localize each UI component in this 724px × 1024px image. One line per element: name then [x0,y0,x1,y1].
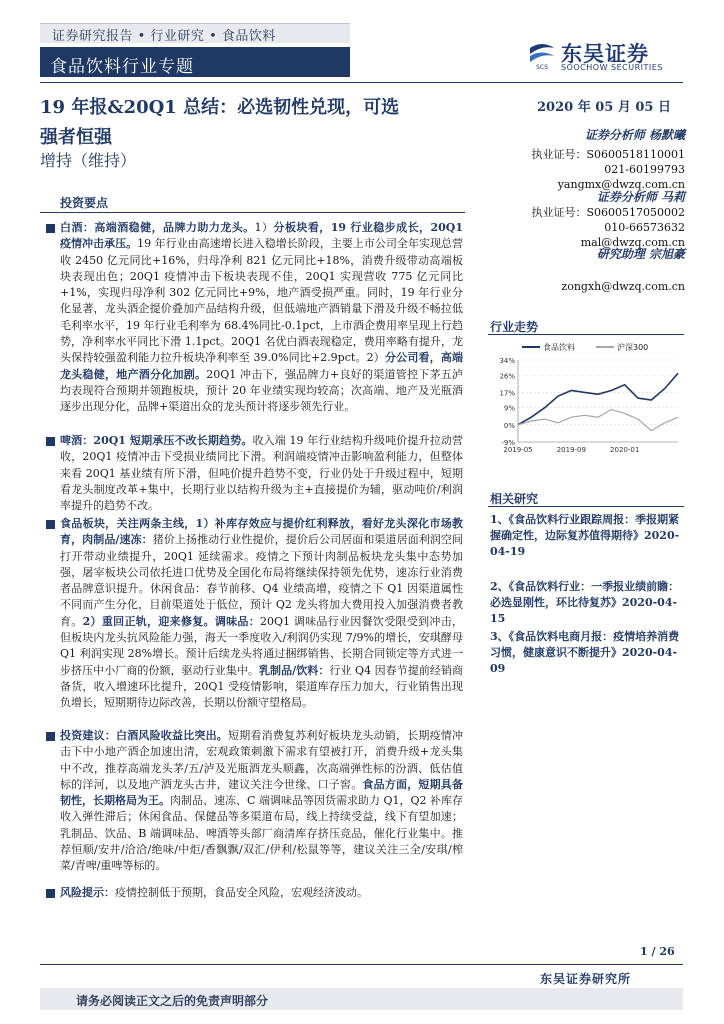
y-tick-label: 26% [499,372,515,381]
breadcrumb: 证券研究报告 • 行业研究 • 食品饮料 [52,29,276,44]
y-tick-label: 34% [499,357,515,365]
company-logo-english: SOOCHOW SECURITIES [561,63,663,72]
y-tick-label: 0% [503,421,515,430]
header-divider [40,82,683,83]
report-title [40,93,480,153]
bullet-icon [46,889,55,898]
logo-mark-text: SCS [536,64,548,70]
y-tick-label: 9% [503,404,515,413]
section-trend: 行业走势 [490,320,539,334]
paragraph-investment: 投资建议：白酒风险收益比突出。短期看消费复苏利好板块龙头动销，长期疫情冲击下中小地产酒企加速出清，宏观政策刺激下需求有望被打开，消费升级+龙头集中不改，推荐高端龙头茅/五/泸及光瓶酒龙头顺鑫，次高端弹性标的汾酒、低估值标的洋河，以及地产酒龙头古井，建议关注今世缘、口子窖。食品方面，短期具备韧性，长期格局为王。肉制品、速冻、C 端调味品等因货需求助力 Q1，Q2 补库存收入弹性滞后；休闲食品、保健品等多渠道布局，线上持续受益，线下有望加速；乳制品、饮品、B 端调味品、啤酒等头部厂商清库存挤压竞品，催化行业集中。推荐恒顺/安井/洽洽/绝味/中炬/香飘飘/双汇/伊利/松鼠等等，建议关注三全/安琪/榨菜/青啤/重啤等标的。 [60,729,464,873]
report-date: 2020 年 05 月 05 日 [537,100,671,115]
analyst-email[interactable]: yangmx@dwzq.com.cn [557,178,685,191]
analyst-2 [500,190,685,250]
series-line-csi300 [518,410,678,431]
bullet-icon [46,732,55,741]
section-related: 相关研究 [490,492,539,506]
analyst-role: 证券分析师 马莉 [596,190,685,204]
report-title-line1: 19 年报&20Q1 总结：必选韧性兑现，可选 [40,97,400,118]
header [0,0,724,80]
disclaimer-text[interactable]: 请务必阅读正文之后的免责声明部分 [76,994,269,1008]
bullet-icon [46,224,55,233]
page-number: 1 / 26 [640,945,675,958]
legend-label: 沪深300 [617,343,649,352]
analyst-phone: 021-60199793 [604,163,685,176]
rating: 增持（维持） [40,151,137,170]
section-key-points: 投资要点 [60,196,109,210]
analyst-role: 证券分析师 杨默曦 [584,128,685,142]
x-tick-label: 2019-09 [556,446,586,454]
related-item[interactable]: 3、《食品饮料电商月报：疫情培养消费习惯，健康意识不断提升》2020-04-09 [490,630,680,675]
bullet-icon [46,437,55,446]
report-title-line2: 强者恒强 [40,127,112,148]
related-divider [488,506,684,507]
analyst-1 [500,128,685,192]
bullet-icon [46,520,55,529]
analyst-phone: 010-66573632 [604,221,685,234]
company-logo-icon [527,40,557,70]
key-points-divider [40,212,465,213]
paragraph-risk: 风险提示：疫情控制低于预期，食品安全风险，宏观经济波动。 [60,886,368,899]
x-tick-label: 2019-05 [503,446,533,454]
analyst-cert: 执业证号：S0600518110001 [531,148,685,161]
analyst-cert: 执业证号：S0600517050002 [531,206,685,219]
legend-label: 食品饮料 [543,343,575,352]
trend-divider [488,334,684,335]
related-item[interactable]: 2、《食品饮料行业：一季报业绩前瞻：必选显刚性，环比待复苏》2020-04-15 [490,580,680,625]
industry-trend-chart [488,338,684,460]
related-item[interactable]: 1、《食品饮料行业跟踪周报：季报期紧握确定性，边际复苏值得期待》2020-04-19 [490,513,680,558]
analyst-3 [500,247,685,294]
paragraph-baijiu: 白酒：高端酒稳健，品牌力助力龙头。1）分板块看，19 行业稳步成长，20Q1 疫情冲击承压。19 年行业由高速增长进入稳增长阶段，主要上市公司全年实现总营收 2450 亿元同比+16%，归母净利 821 亿元同比+18%，消费升级带动高端板块表现出色；20Q1 疫情冲击下板块表现不佳，20Q1 实现营收 775 亿元同比+1%，实现归母净利 302 亿元同比+9%，地产酒受损严重。同时，19 年行业分化显著，龙头酒企提价叠加产品结构升级，但低端地产酒销量下滑及升级不畅拉低毛利率水平，19 年行业毛利率为 68.4%同比-0.1pct，上市酒企费用率呈现上行趋势，净利率水平同比下滑 1.1pct。20Q1 名优白酒表现稳定，费用率略有提升，龙头保持较强盈利能力拉升板块净利率至 39.0%同比+2.9pct。2）分公司看，高端龙头稳健，地产酒分化加剧。20Q1 冲击下，强品牌力+良好的渠道管控下茅五泸均表现符合预期并领跑板块，预计 20 年业绩实现均较高；次高端、地产及光瓶酒逐步出现分化，品牌+渠道出众的龙头预计将逐步领先行业。 [60,221,464,414]
x-tick-label: 2020-01 [610,446,640,454]
paragraph-food: 食品板块，关注两条主线，1）补库存效应与提价红利释放，看好龙头深化市场教育，肉制品/速冻：猪价上扬推动行业性提价，提价后公司居面和渠道居面利润空间打开带动业绩提升，20Q1 延续需求。疫情之下预计肉制品板块龙头集中态势加强，屠宰板块公司依托进口优势及全国化布局将继续保持领先优势，速冻行业消费者品牌意识提升。休闲食品：春节前移、Q4 业绩高增，疫情之下 Q1 因渠道属性不同而产生分化，目前渠道处于低位，预计 Q2 龙头将加大费用投入加强消费者教育。2）重回正轨，迎来修复。调味品：20Q1 调味品行业因餐饮受限受到冲击，但板块内龙头抗风险能力强，海天一季度收入/利润仍实现 7/9%的增长，安琪酵母 Q1 利润实现 28%增长。预计后续龙头将通过捆绑销售、长期合同锁定等方式进一步挤压中小厂商的份额，驱动行业集中。乳制品/饮料：行业 Q4 因春节提前经销商备货，收入增速环比提升，20Q1 受疫情影响，渠道库存压力加大，行业销售出现负增长，短期期待边际改善，长期以份额守望格局。 [60,517,464,710]
footer-divider [40,964,683,965]
paragraph-beer: 啤酒：20Q1 短期承压不改长期趋势。收入端 19 年行业结构升级吨价提升拉动营收，20Q1 疫情冲击下受损业绩同比下滑。利润端疫情冲击影响盈利能力，但整体来看 20Q1 基业绩有所下滑，但吨价提升趋势不变，行业仍处于升级过程中，短期看龙头制度改革+集中，长期行业以结构升级为主+直接提价为辅，驱动吨价/利润率提升的趋势不改。 [60,434,463,513]
analyst-email[interactable]: mal@dwzq.com.cn [580,236,685,249]
y-tick-label: 17% [499,389,515,398]
footer-org: 东吴证券研究所 [540,972,632,986]
y-tick-label: -9% [501,439,515,447]
analyst-role: 研究助理 宗旭豪 [596,247,685,261]
analyst-email[interactable]: zongxh@dwzq.com.cn [561,280,685,293]
topic-title: 食品饮料行业专题 [50,57,194,77]
company-logo-name: 东吴证券 [561,42,649,66]
